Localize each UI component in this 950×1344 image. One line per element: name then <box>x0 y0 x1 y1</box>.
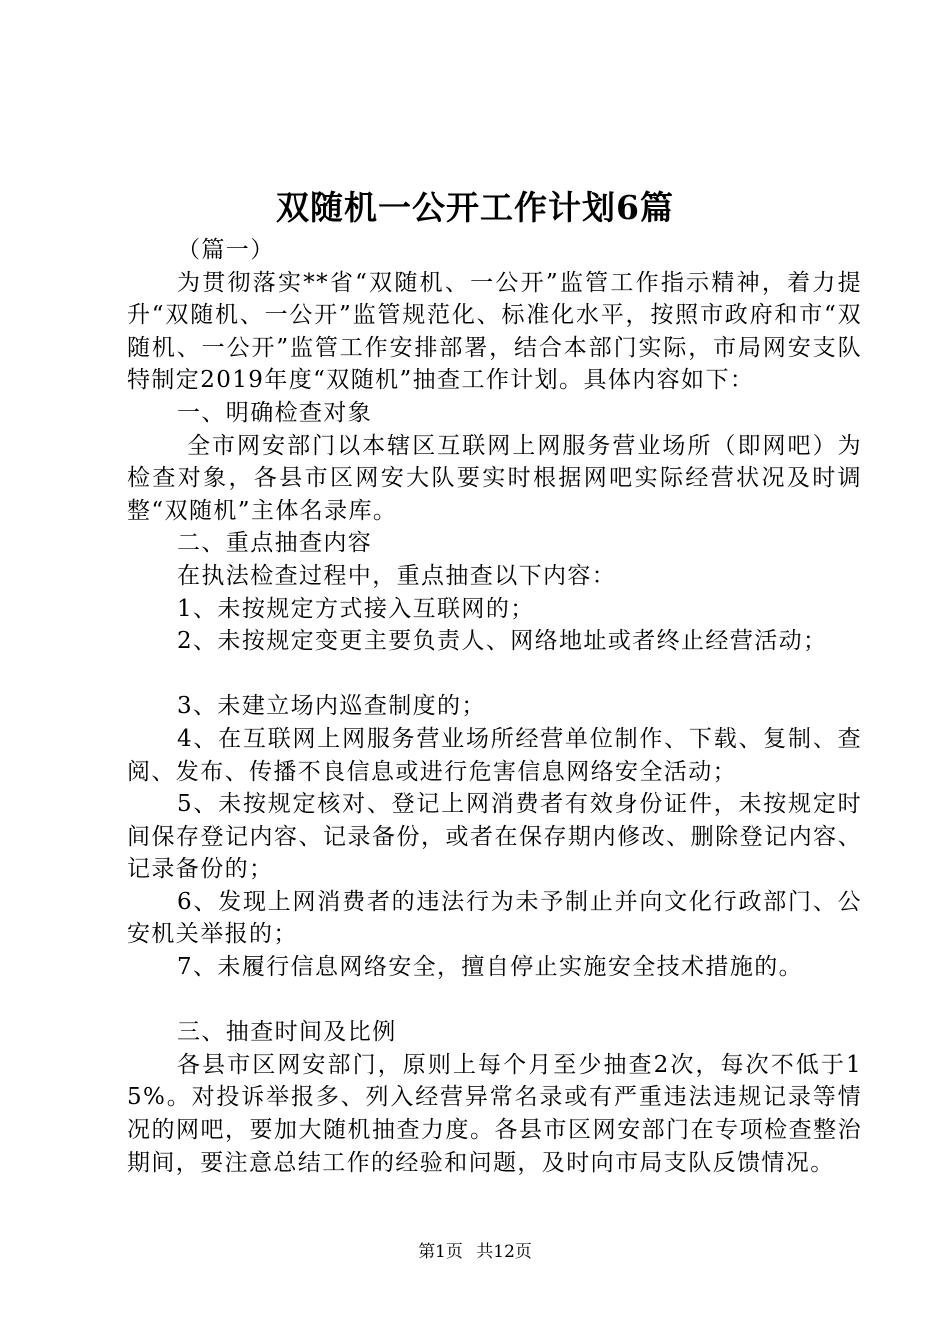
document-title: 双随机一公开工作计划6篇 <box>276 188 674 227</box>
blank-line <box>127 984 862 1017</box>
heading-2: 二、重点抽查内容 <box>177 530 373 557</box>
list-item: 6、发现上网消费者的违法行为未予制止并向文化行政部门、公安机关举报的； <box>127 888 862 948</box>
blank-line <box>127 658 862 691</box>
paragraph-objects: 全市网安部门以本辖区互联网上网服务营业场所（即网吧）为检查对象，各县市区网安大队要实时根据网吧实际经营状况及时调整“双随机”主体名录库。 <box>127 432 862 524</box>
list-item: 3、未建立场内巡查制度的； <box>177 693 486 720</box>
page-footer <box>0 1240 950 1264</box>
document-body <box>127 234 862 1179</box>
section-label: （篇一） <box>177 237 275 263</box>
paragraph-schedule: 各县市区网安部门，原则上每个月至少抽查2次，每次不低于15%。对投诉举报多、列入经营异常名录或有严重违法违规记录等情况的网吧，要加大随机抽查力度。各县市区网安部门在专项检查整治期间，要注意总结工作的经验和问题，及时向市局支队反馈情况。 <box>127 1051 862 1176</box>
list-item: 2、未按规定变更主要负责人、网络地址或者终止经营活动； <box>177 628 828 655</box>
paragraph-intro: 为贯彻落实**省“双随机、一公开”监管工作指示精神，着力提升“双随机、一公开”监管规范化、标准化水平，按照市政府和市“双随机、一公开”监管工作安排部署，结合本部门实际，市局网安支队特制定2019年度“双随机”抽查工作计划。具体内容如下： <box>127 269 862 394</box>
list-item: 5、未按规定核对、登记上网消费者有效身份证件，未按规定时间保存登记内容、记录备份，或者在保存期内修改、删除登记内容、记录备份的； <box>127 791 862 883</box>
heading-3: 三、抽查时间及比例 <box>177 1019 397 1046</box>
list-item: 1、未按规定方式接入互联网的； <box>177 595 535 622</box>
list-item: 7、未履行信息网络安全，擅自停止实施安全技术措施的。 <box>177 954 804 981</box>
page-number: 第1页 <box>418 1242 463 1262</box>
heading-1: 一、明确检查对象 <box>177 399 373 426</box>
list-item: 4、在互联网上网服务营业场所经营单位制作、下载、复制、查阅、发布、传播不良信息或进行危害信息网络安全活动； <box>127 725 862 785</box>
page-total: 共12页 <box>476 1242 532 1262</box>
paragraph-content-intro: 在执法检查过程中，重点抽查以下内容： <box>177 562 617 589</box>
